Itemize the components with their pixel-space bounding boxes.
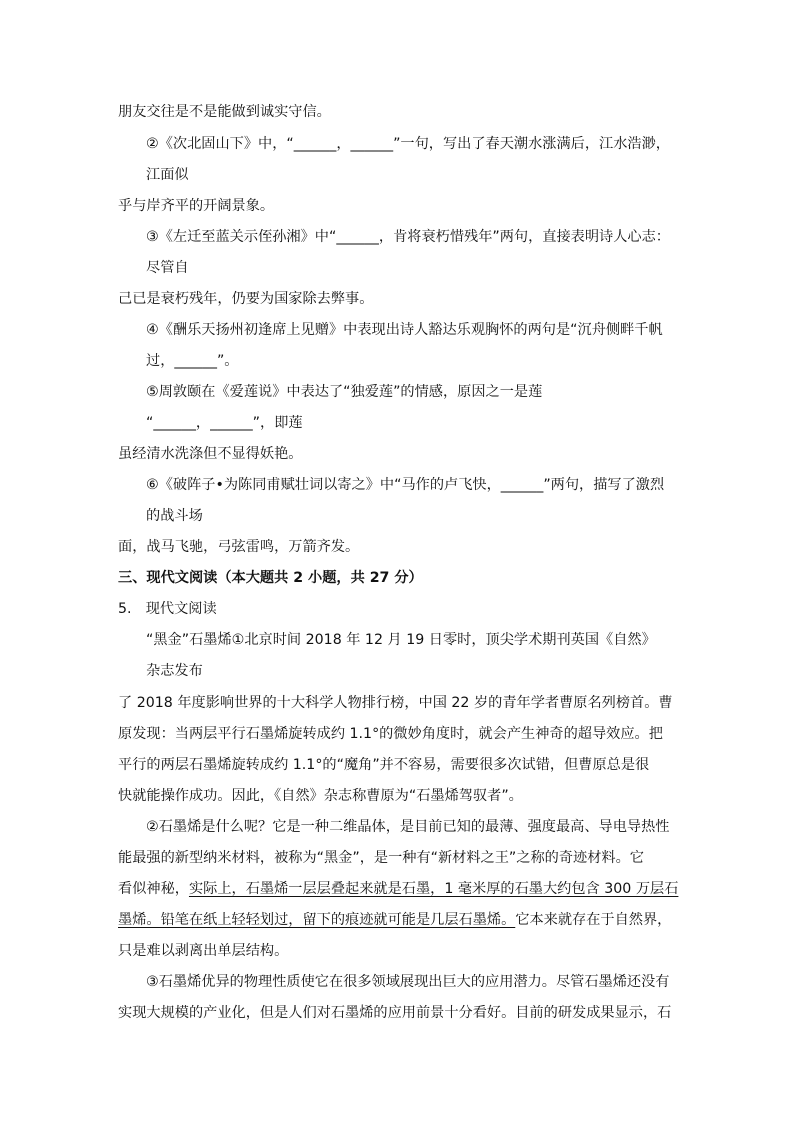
text-line: 乎与岸齐平的开阔景象。: [118, 198, 275, 214]
text-line: “黑金”石墨烯①北京时间 2018 年 12 月 19 日零时，顶尖学术期刊英国《自然》: [146, 632, 656, 648]
text-line: 杂志发布: [146, 663, 203, 679]
text-line: ⑤周敦颐在《爱莲说》中表达了“独爱莲”的情感，原因之一是莲: [146, 384, 543, 400]
text-line: ③石墨烯优异的物理性质使它在很多领域展现出巨大的应用潜力。尽管石墨烯还没有: [146, 974, 670, 990]
text-line: 朋友交往是不是能做到诚实守信。: [118, 104, 331, 120]
text-segment: 它本来就存在于自然界，: [515, 912, 672, 928]
text-line: 虽经清水洗涤但不显得妖艳。: [118, 446, 303, 462]
text-line: 面，战马飞驰，弓弦雷鸣，万箭齐发。: [118, 539, 360, 555]
text-line: 江面似: [146, 167, 189, 183]
text-line: 实现大规模的产业化，但是人们对石墨烯的应用前景十分看好。目前的研发成果显示，石: [118, 1005, 672, 1021]
text-line: 过，______”。: [146, 353, 239, 369]
text-line: 快就能操作成功。因此，《自然》杂志称曹原为“石墨烯驾驭者”。: [118, 788, 523, 804]
text-line: 只是难以剥离出单层结构。: [118, 943, 289, 959]
underlined-text: 实际上，石墨烯一层层叠起来就是石墨，1 毫米厚的石墨大约包含 300 万层石: [188, 881, 679, 897]
text-line: 能最强的新型纳米材料，被称为“黑金”，是一种有“新材料之王”之称的奇迹材料。它: [118, 850, 644, 866]
text-line: ②石墨烯是什么呢？它是一种二维晶体，是目前已知的最薄、强度最高、导电导热性: [146, 819, 670, 835]
text-line: 平行的两层石墨烯旋转成约 1.1°的“魔角”并不容易，需要很多次试错，但曹原总是很: [118, 757, 650, 773]
text-line: 己已是衰朽残年，仍要为国家除去弊事。: [118, 291, 374, 307]
text-line: [118, 910, 671, 930]
underlined-text: 墨烯。铅笔在纸上轻轻划过，留下的痕迹就可能是几层石墨烯。: [118, 912, 516, 928]
text-line: ③《左迁至蓝关示侄孙湘》中“______，肯将衰朽惜残年”两句，直接表明诗人心志：: [146, 229, 670, 245]
text-line: 原发现：当两层平行石墨烯旋转成约 1.1°的微妙角度时，就会产生神奇的超导效应。把: [118, 726, 663, 742]
text-line: 了 2018 年度影响世界的十大科学人物排行榜，中国 22 岁的青年学者曹原名列榜首。曹: [118, 695, 673, 711]
text-line: 的战斗场: [146, 508, 203, 524]
text-line: ④《酬乐天扬州初逢席上见赠》中表现出诗人豁达乐观胸怀的两句是“沉舟侧畔千帆: [146, 322, 663, 338]
text-line: ②《次北固山下》中，“______，______”一句，写出了春天潮水涨满后，江水浩渺，: [146, 136, 670, 152]
text-line: [118, 879, 678, 899]
text-segment: 看似神秘，: [118, 881, 189, 897]
text-line: “______，______”，即莲: [146, 415, 303, 431]
text-line: ⑥《破阵子•为陈同甫赋壮词以寄之》中“马作的卢飞快，______”两句，描写了激烈: [146, 477, 665, 493]
section-heading: 三、现代文阅读（本大题共 2 小题，共 27 分）: [118, 570, 423, 586]
text-line: 尽管自: [146, 260, 189, 276]
question-number: 5. 现代文阅读: [118, 601, 217, 617]
